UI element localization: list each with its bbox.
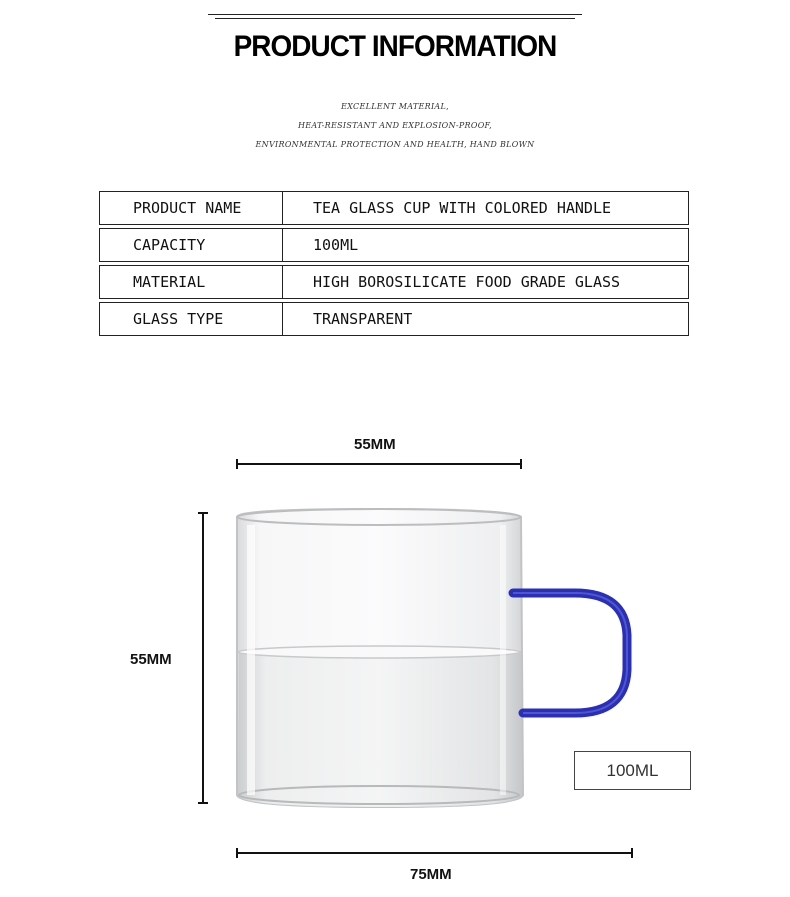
subtitle-line-3: ENVIRONMENTAL PROTECTION AND HEALTH, HAND BLOWN <box>255 140 535 149</box>
total-width-line <box>237 852 633 854</box>
subtitle-line-2: HEAT-RESISTANT AND EXPLOSION-PROOF, <box>298 121 492 130</box>
spec-value: 100ML <box>313 236 359 254</box>
subtitle-line-1: EXCELLENT MATERIAL, <box>341 102 449 111</box>
top-rule <box>208 14 582 15</box>
height-tick-top <box>198 512 208 514</box>
spec-row-product-name <box>99 191 689 225</box>
top-width-line <box>237 463 522 465</box>
spec-row-material <box>99 265 689 299</box>
total-width-tick-right <box>631 848 633 858</box>
spec-key: CAPACITY <box>100 229 283 261</box>
capacity-box: 100ML <box>574 751 691 790</box>
height-line <box>202 513 204 803</box>
height-tick-bottom <box>198 802 208 804</box>
total-width-label: 75MM <box>410 866 452 883</box>
spec-value: HIGH BOROSILICATE FOOD GRADE GLASS <box>313 273 621 291</box>
total-width-tick-left <box>236 848 238 858</box>
spec-row-capacity <box>99 228 689 262</box>
top-rule-second <box>215 18 575 19</box>
height-label: 55MM <box>130 651 172 668</box>
spec-value: TRANSPARENT <box>313 310 413 328</box>
spec-row-glass-type <box>99 302 689 336</box>
spec-key: PRODUCT NAME <box>100 192 283 224</box>
page-title: PRODUCT INFORMATION <box>233 30 557 63</box>
spec-value: TEA GLASS CUP WITH COLORED HANDLE <box>313 199 612 217</box>
top-width-tick-left <box>236 459 238 469</box>
spec-key: MATERIAL <box>100 266 283 298</box>
handle-shape <box>513 593 627 713</box>
top-width-tick-right <box>520 459 522 469</box>
top-width-label: 55MM <box>354 436 396 453</box>
spec-key: GLASS TYPE <box>100 303 283 335</box>
